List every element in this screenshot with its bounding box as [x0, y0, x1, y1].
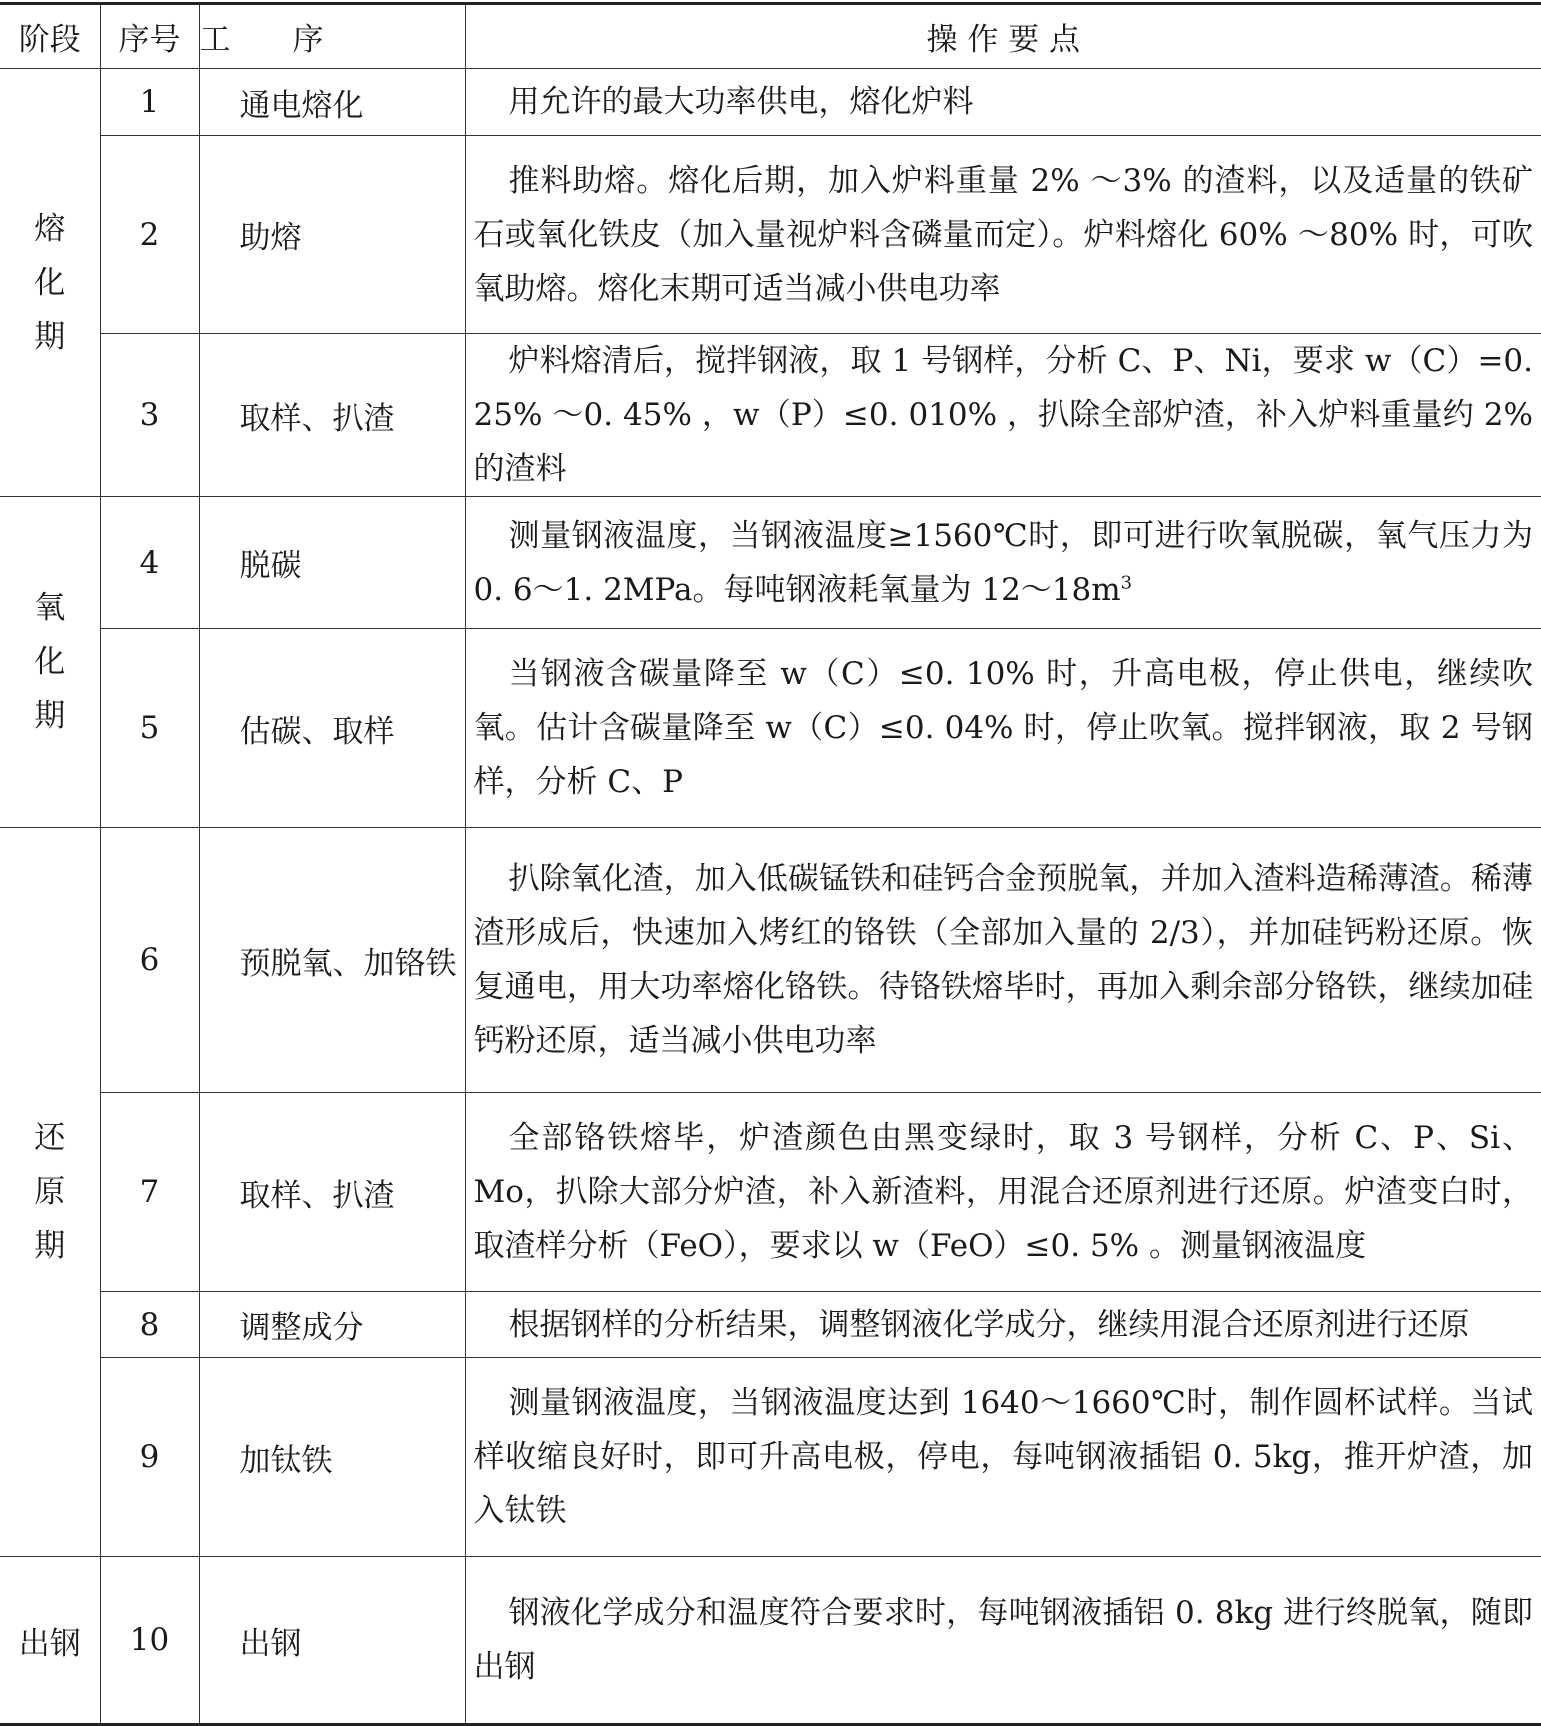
- table-row: [0, 1093, 1541, 1292]
- header-points: 操 作 要 点: [465, 4, 1541, 69]
- table-row: [0, 1358, 1541, 1557]
- points-cell: 钢液化学成分和温度符合要求时，每吨钢液插铝 0. 8kg 进行终脱氧，随即出钢: [465, 1557, 1541, 1725]
- process-cell: 脱碳: [199, 497, 465, 629]
- process-cell: 取样、扒渣: [199, 334, 465, 497]
- points-cell: 全部铬铁熔毕，炉渣颜色由黑变绿时，取 3 号钢样，分析 C、P、Si、Mo，扒除大部分炉渣，补入新渣料，用混合还原剂进行还原。炉渣变白时，取渣样分析（FeO），要求以 w（FeO）≤0. 5% 。测量钢液温度: [465, 1093, 1541, 1292]
- seq-cell: 2: [100, 136, 199, 334]
- stage-oxidation: 氧 化 期: [0, 497, 100, 828]
- process-cell: 加钛铁: [199, 1358, 465, 1557]
- process-cell: 取样、扒渣: [199, 1093, 465, 1292]
- points-cell: 根据钢样的分析结果，调整钢液化学成分，继续用混合还原剂进行还原: [465, 1292, 1541, 1358]
- process-cell: 估碳、取样: [199, 629, 465, 828]
- seq-cell: 3: [100, 334, 199, 497]
- header-row: [0, 4, 1541, 69]
- seq-cell: 10: [100, 1557, 199, 1725]
- table-row: [0, 828, 1541, 1093]
- seq-cell: 5: [100, 629, 199, 828]
- process-cell: 预脱氧、加铬铁: [199, 828, 465, 1093]
- stage-tapping: 出钢: [0, 1557, 100, 1725]
- process-table: [0, 2, 1541, 1726]
- process-cell: 助熔: [199, 136, 465, 334]
- process-cell: 通电熔化: [199, 69, 465, 136]
- seq-cell: 9: [100, 1358, 199, 1557]
- superscript: 3: [1120, 572, 1133, 594]
- process-cell: 调整成分: [199, 1292, 465, 1358]
- table-row: [0, 136, 1541, 334]
- seq-cell: 8: [100, 1292, 199, 1358]
- seq-cell: 7: [100, 1093, 199, 1292]
- points-cell: 炉料熔清后，搅拌钢液，取 1 号钢样，分析 C、P、Ni，要求 w（C）=0. 25% ～0. 45% ，w（P）≤0. 010% ，扒除全部炉渣，补入炉料重量约 2% 的渣料: [465, 334, 1541, 497]
- seq-cell: 4: [100, 497, 199, 629]
- table-row: [0, 334, 1541, 497]
- table-row: [0, 69, 1541, 136]
- seq-cell: 1: [100, 69, 199, 136]
- process-cell: 出钢: [199, 1557, 465, 1725]
- points-cell: 测量钢液温度，当钢液温度达到 1640～1660℃时，制作圆杯试样。当试样收缩良好时，即可升高电极，停电，每吨钢液插铝 0. 5kg，推开炉渣，加入钛铁: [465, 1358, 1541, 1557]
- header-stage: 阶段: [0, 4, 100, 69]
- table-row: [0, 497, 1541, 629]
- points-cell: 扒除氧化渣，加入低碳锰铁和硅钙合金预脱氧，并加入渣料造稀薄渣。稀薄渣形成后，快速加入烤红的铬铁（全部加入量的 2/3），并加硅钙粉还原。恢复通电，用大功率熔化铬铁。待铬铁熔毕时，再加入剩余部分铬铁，继续加硅钙粉还原，适当减小供电功率: [465, 828, 1541, 1093]
- seq-cell: 6: [100, 828, 199, 1093]
- table-row: [0, 1292, 1541, 1358]
- points-cell: 推料助熔。熔化后期，加入炉料重量 2% ～3% 的渣料，以及适量的铁矿石或氧化铁皮（加入量视炉料含磷量而定）。炉料熔化 60% ～80% 时，可吹氧助熔。熔化末期可适当减小供电功率: [465, 136, 1541, 334]
- stage-melt: 熔 化 期: [0, 69, 100, 497]
- points-cell: 用允许的最大功率供电，熔化炉料: [465, 69, 1541, 136]
- table-row: [0, 629, 1541, 828]
- points-cell: 当钢液含碳量降至 w（C）≤0. 10% 时，升高电极，停止供电，继续吹氧。估计含碳量降至 w（C）≤0. 04% 时，停止吹氧。搅拌钢液，取 2 号钢样，分析 C、P: [465, 629, 1541, 828]
- header-process: 工 序: [199, 4, 465, 69]
- table-row: [0, 1557, 1541, 1725]
- points-cell: 测量钢液温度，当钢液温度≥1560℃时，即可进行吹氧脱碳，氧气压力为 0. 6～1. 2MPa。每吨钢液耗氧量为 $12\sim 18m^3$: [465, 497, 1541, 629]
- stage-reduction: 还 原 期: [0, 828, 100, 1557]
- header-seq: 序号: [100, 4, 199, 69]
